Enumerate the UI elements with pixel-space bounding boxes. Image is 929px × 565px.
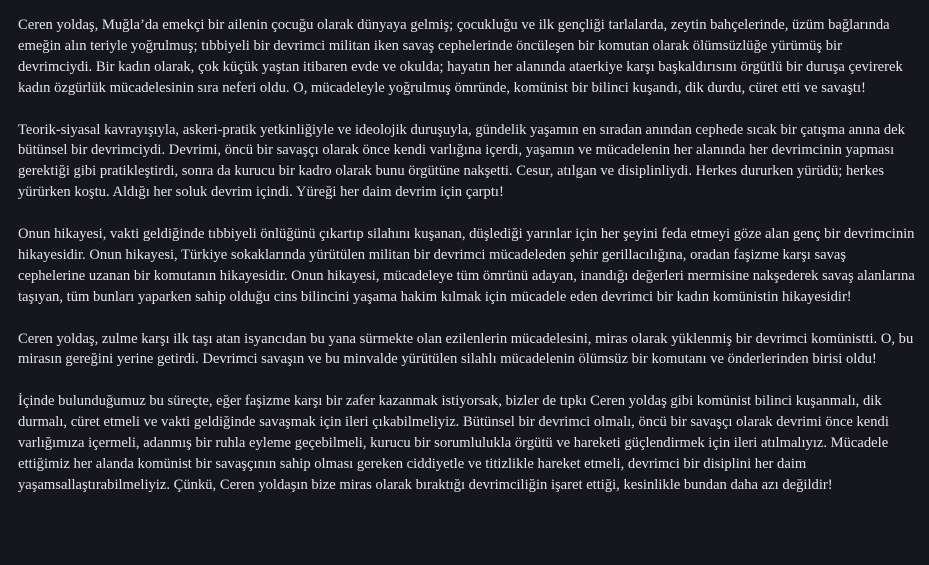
paragraph-1: Ceren yoldaş, Muğla’da emekçi bir ailenin çocuğu olarak dünyaya gelmiş; çocukluğu ve ilk gençliği tarlalarda, zeytin bahçelerinde, üzüm bağlarında emeğin alın teriyle yoğrulmuş; tıbbiyeli bir devrimci militan iken savaş cephelerinde öncüleşen bir komutan olarak ölümsüzlüğe yürümüş bir devrimciydi. Bir kadın olarak, çok küçük yaştan itibaren evde ve okulda; hayatın her alanında ataerkiye karşı başkaldırısını örgütlü bir duruşa çevirerek kadın özgürlük mücadelesinin sıra neferi oldu. O, mücadeleyle yoğrulmuş ömründe, komünist bir bilinci kuşandı, dik durdu, cüret etti ve savaştı!	[18, 17, 903, 96]
paragraph-4: Ceren yoldaş, zulme karşı ilk taşı atan isyancıdan bu yana sürmekte olan ezilenlerin mücadelesini, miras olarak yüklenmiş bir devrimci komünistti. O, bu mirasın gereğini yerine getirdi. Devrimci savaşın ve bu minvalde yürütülen silahlı mücadelenin ölümsüz bir komutanı ve önderlerinden birisi oldu!	[18, 330, 914, 368]
paragraph-2: Teorik-siyasal kavrayışıyla, askeri-pratik yetkinliğiyle ve ideolojik duruşuyla, gündelik yaşamın en sıradan anından cephede sıcak bir çatışma anına dek bütünsel bir devrimciydi. Devrimi, öncü bir savaşçı olarak önce kendi varlığına içerdi, yaşamın ve mücadelenin her alanında her devrimcinin yapması gerektiği gibi pratikleştirdi, sonra da kurucu bir kadro olarak bunu örgütüne nakşetti. Cesur, atılgan ve disiplinliydi. Herkes dururken yürüdü; herkes yürürken koştu. Aldığı her soluk devrim içindi. Yüreği her daim devrim için çarptı!	[18, 121, 905, 201]
paragraph-3: Onun hikayesi, vakti geldiğinde tıbbiyeli önlüğünü çıkartıp silahını kuşanan, düşlediği yarınlar için her şeyini feda etmeyi göze alan genç bir devrimcinin hikayesidir. Onun hikayesi, Türkiye sokaklarında yürütülen militan bir devrimci mücadeleden şehir gerillacılığına, oradan faşizme karşı savaş cephelerine uzanan bir komutanın hikayesidir. Onun hikayesi, mücadeleye tüm ömrünü adayan, inandığı değerleri mermisine nakşederek savaş alanlarına taşıyan, tüm bunları yaparken sahip olduğu cins bilincini yaşama hakim kılmak için mücadele eden devrimci bir kadın komünistin hikayesidir!	[18, 226, 915, 305]
paragraph-5: İçinde bulunduğumuz bu süreçte, eğer faşizme karşı bir zafer kazanmak istiyorsak, bizler de tıpkı Ceren yoldaş gibi komünist bilinci kuşanmalı, dik durmalı, cüret etmeli ve vakti geldiğinde savaşmak için ileri çıkabilmeliyiz. Bütünsel bir devrimci olmalı, öncü bir savaşçı olarak devrimi önce kendi varlığımıza içermeli, adanmış bir ruhla eyleme geçebilmeli, kurucu bir sorumlulukla örgütü ve hareketi güçlendirmek için ileri atılmalıyız. Mücadele ettiğimiz her alanda komünist bir savaşçının sahip olması gereken ciddiyetle ve titizlikle hareket etmeli, devrimci bir disiplini her daim yaşamsallaştırabilmeliyiz. Çünkü, Ceren yoldaşın bize miras olarak bıraktığı devrimciliğin işaret ettiği, kesinlikle bundan daha azı değildir!	[18, 393, 889, 493]
